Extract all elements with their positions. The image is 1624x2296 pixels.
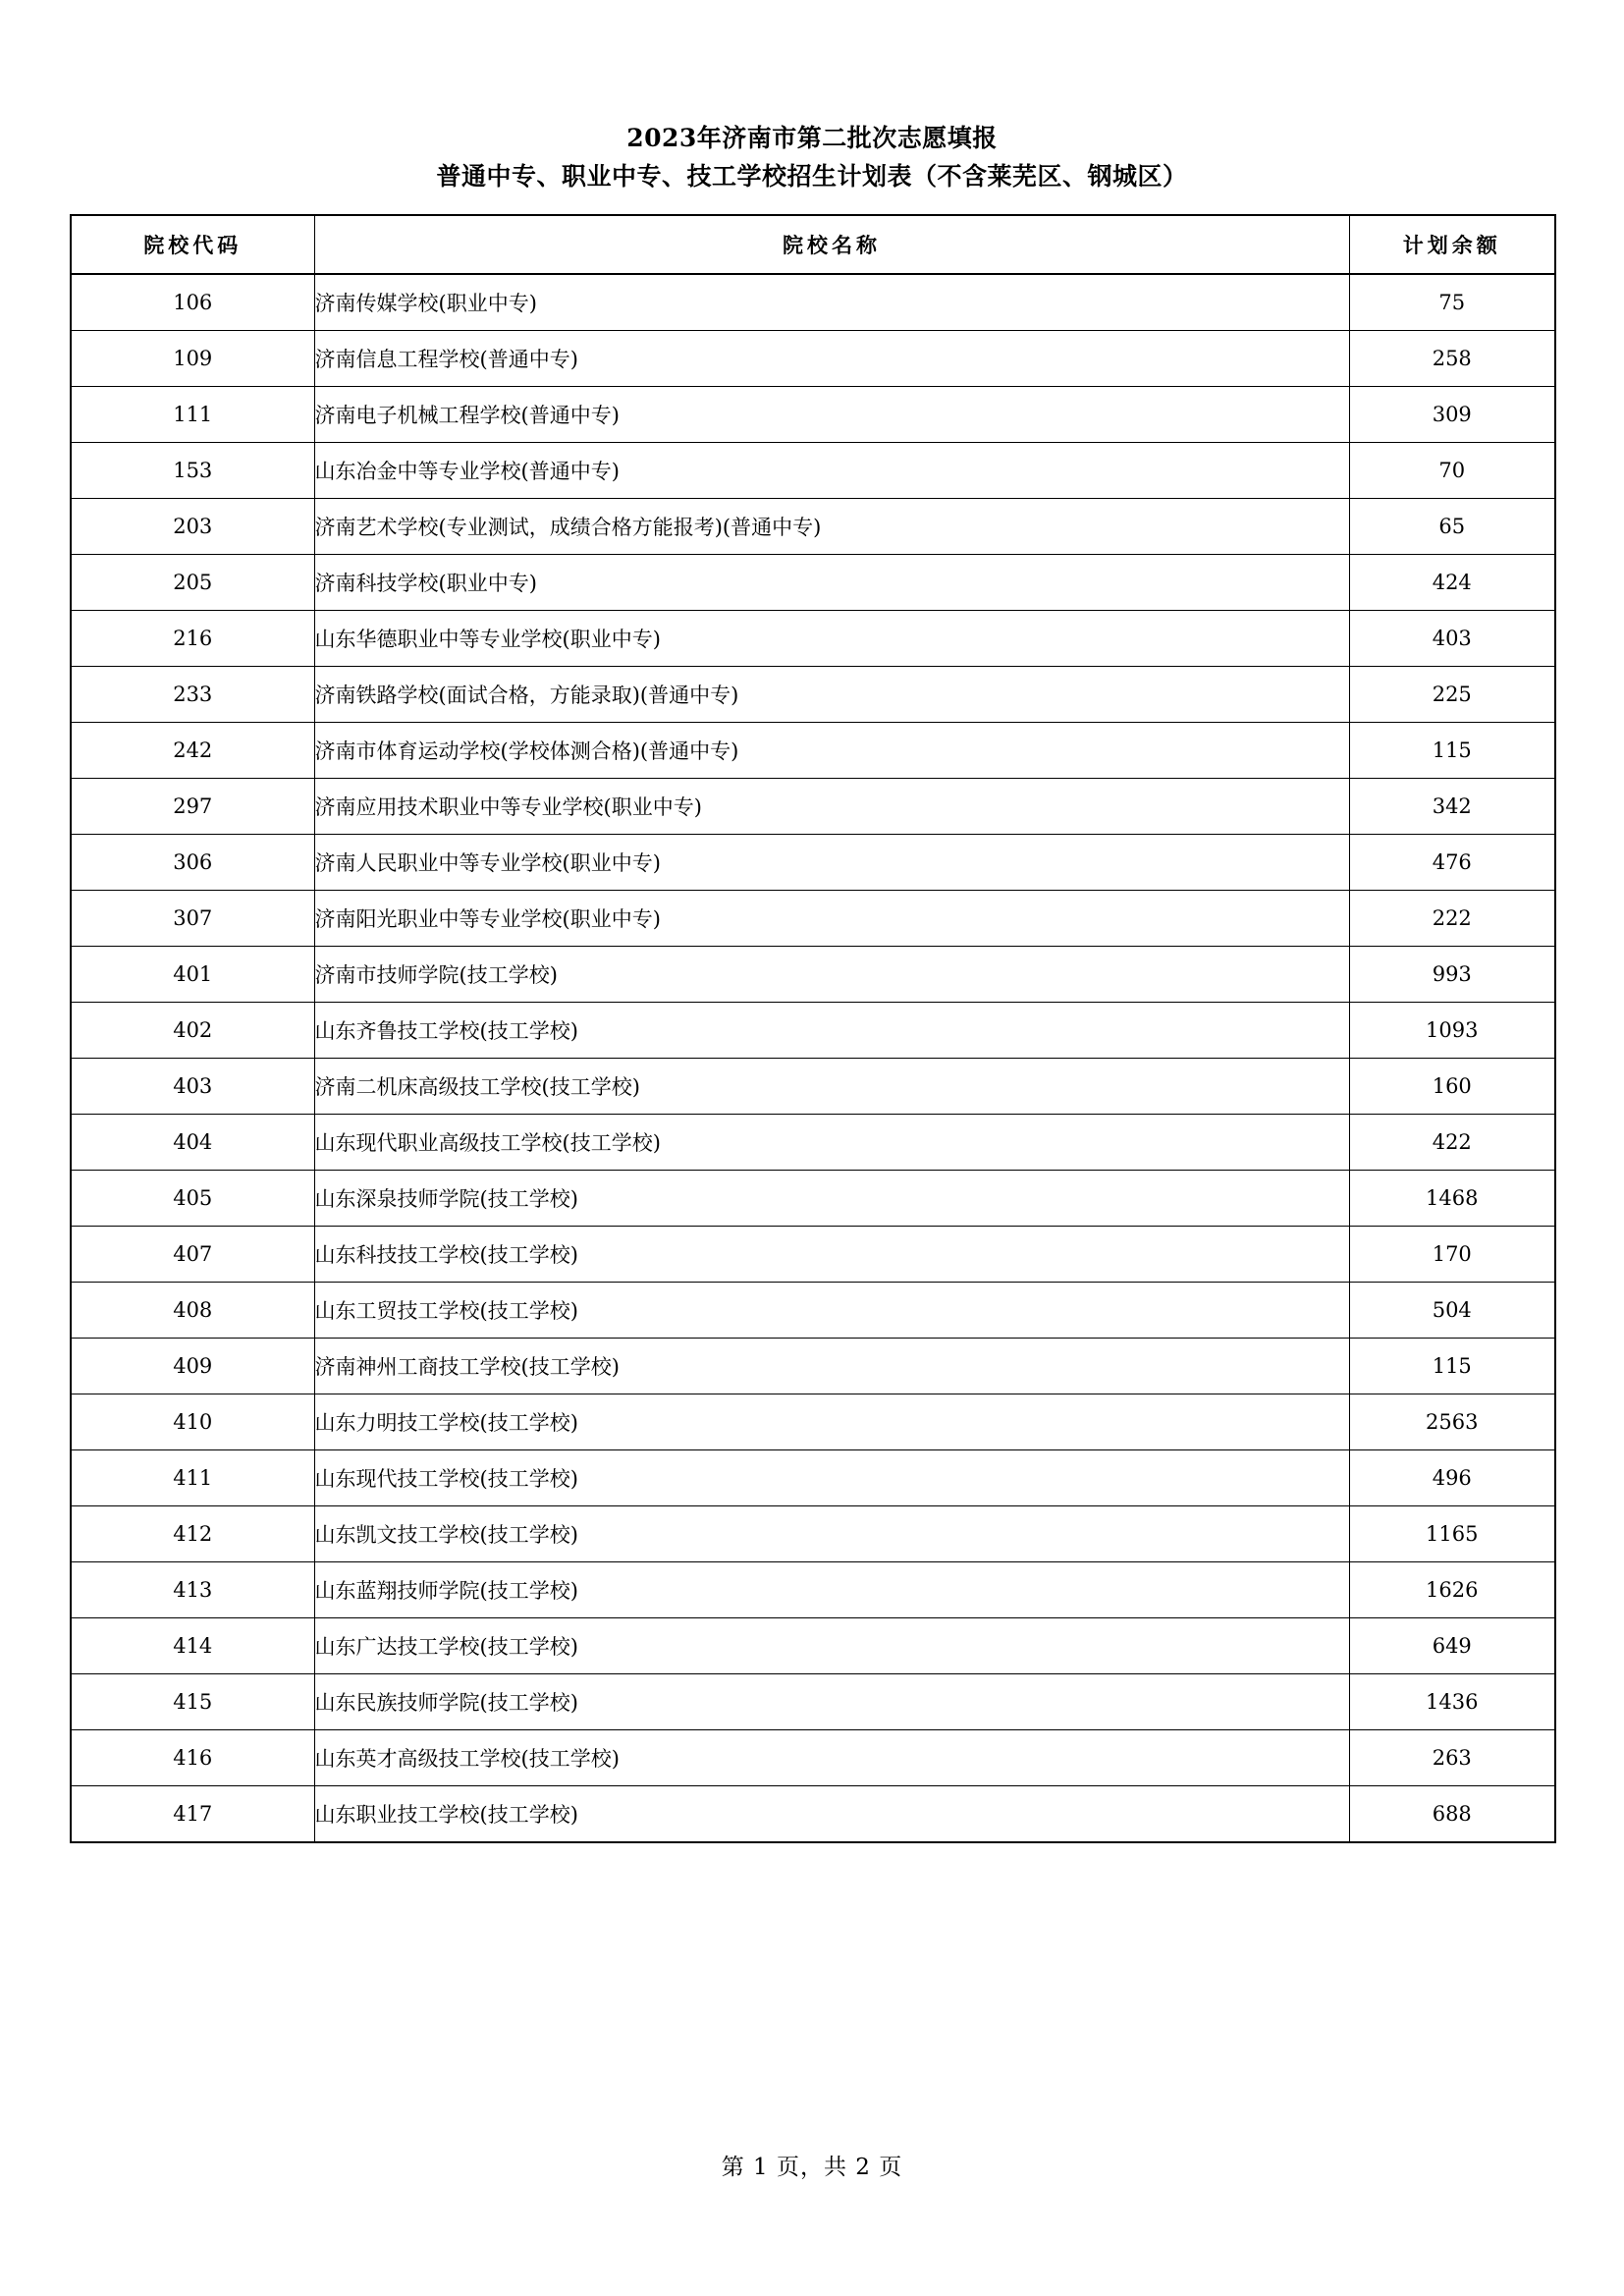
cell-school-name: 山东科技技工学校(技工学校) — [314, 1226, 1349, 1282]
cell-plan-balance: 70 — [1349, 442, 1555, 498]
table-row — [71, 1617, 1555, 1673]
cell-school-code: 401 — [71, 946, 314, 1002]
admission-plan-table — [70, 214, 1556, 1843]
cell-school-name: 山东蓝翔技师学院(技工学校) — [314, 1561, 1349, 1617]
cell-plan-balance: 1093 — [1349, 1002, 1555, 1058]
cell-plan-balance: 403 — [1349, 610, 1555, 666]
cell-school-code: 233 — [71, 666, 314, 722]
table-row — [71, 1729, 1555, 1785]
cell-school-code: 408 — [71, 1282, 314, 1338]
table-row — [71, 274, 1555, 331]
cell-school-name: 济南人民职业中等专业学校(职业中专) — [314, 834, 1349, 890]
cell-school-name: 济南传媒学校(职业中专) — [314, 274, 1349, 331]
cell-plan-balance: 342 — [1349, 778, 1555, 834]
cell-school-name: 山东力明技工学校(技工学校) — [314, 1394, 1349, 1449]
table-row — [71, 1449, 1555, 1505]
table-row — [71, 1338, 1555, 1394]
cell-plan-balance: 1436 — [1349, 1673, 1555, 1729]
table-row — [71, 946, 1555, 1002]
column-header-plan-balance: 计划余额 — [1349, 215, 1555, 274]
cell-plan-balance: 170 — [1349, 1226, 1555, 1282]
cell-plan-balance: 263 — [1349, 1729, 1555, 1785]
cell-school-name: 济南阳光职业中等专业学校(职业中专) — [314, 890, 1349, 946]
cell-plan-balance: 225 — [1349, 666, 1555, 722]
cell-school-code: 417 — [71, 1785, 314, 1842]
cell-school-code: 405 — [71, 1170, 314, 1226]
table-row — [71, 834, 1555, 890]
cell-school-name: 济南艺术学校(专业测试，成绩合格方能报考)(普通中专) — [314, 498, 1349, 554]
cell-school-code: 402 — [71, 1002, 314, 1058]
cell-school-code: 412 — [71, 1505, 314, 1561]
cell-school-code: 216 — [71, 610, 314, 666]
cell-school-code: 404 — [71, 1114, 314, 1170]
cell-school-code: 407 — [71, 1226, 314, 1282]
table-body — [71, 274, 1555, 1842]
cell-school-code: 410 — [71, 1394, 314, 1449]
table-row — [71, 554, 1555, 610]
cell-school-name: 济南应用技术职业中等专业学校(职业中专) — [314, 778, 1349, 834]
cell-school-name: 济南科技学校(职业中专) — [314, 554, 1349, 610]
table-row — [71, 1785, 1555, 1842]
cell-plan-balance: 496 — [1349, 1449, 1555, 1505]
cell-school-code: 297 — [71, 778, 314, 834]
cell-school-code: 111 — [71, 386, 314, 442]
cell-school-code: 153 — [71, 442, 314, 498]
cell-plan-balance: 160 — [1349, 1058, 1555, 1114]
table-row — [71, 1505, 1555, 1561]
cell-school-name: 济南市技师学院(技工学校) — [314, 946, 1349, 1002]
table-row — [71, 1282, 1555, 1338]
cell-plan-balance: 424 — [1349, 554, 1555, 610]
cell-plan-balance: 1468 — [1349, 1170, 1555, 1226]
cell-school-code: 203 — [71, 498, 314, 554]
cell-school-code: 403 — [71, 1058, 314, 1114]
table-row — [71, 778, 1555, 834]
cell-school-name: 济南市体育运动学校(学校体测合格)(普通中专) — [314, 722, 1349, 778]
cell-school-name: 济南信息工程学校(普通中专) — [314, 330, 1349, 386]
cell-school-code: 242 — [71, 722, 314, 778]
cell-school-code: 109 — [71, 330, 314, 386]
cell-plan-balance: 688 — [1349, 1785, 1555, 1842]
cell-plan-balance: 309 — [1349, 386, 1555, 442]
table-row — [71, 1394, 1555, 1449]
table-row — [71, 1673, 1555, 1729]
table-header-row — [71, 215, 1555, 274]
cell-plan-balance: 75 — [1349, 274, 1555, 331]
table-row — [71, 890, 1555, 946]
table-row — [71, 386, 1555, 442]
table-row — [71, 330, 1555, 386]
table-row — [71, 498, 1555, 554]
cell-school-name: 济南电子机械工程学校(普通中专) — [314, 386, 1349, 442]
table-row — [71, 1058, 1555, 1114]
cell-school-name: 山东现代技工学校(技工学校) — [314, 1449, 1349, 1505]
cell-school-name: 山东工贸技工学校(技工学校) — [314, 1282, 1349, 1338]
cell-plan-balance: 222 — [1349, 890, 1555, 946]
cell-school-code: 307 — [71, 890, 314, 946]
table-row — [71, 666, 1555, 722]
cell-plan-balance: 476 — [1349, 834, 1555, 890]
table-row — [71, 1170, 1555, 1226]
table-row — [71, 1226, 1555, 1282]
cell-school-name: 济南神州工商技工学校(技工学校) — [314, 1338, 1349, 1394]
page-subtitle: 普通中专、职业中专、技工学校招生计划表（不含莱芜区、钢城区） — [436, 162, 1188, 191]
table-row — [71, 1561, 1555, 1617]
cell-school-name: 山东广达技工学校(技工学校) — [314, 1617, 1349, 1673]
cell-plan-balance: 422 — [1349, 1114, 1555, 1170]
table-row — [71, 1002, 1555, 1058]
cell-school-code: 414 — [71, 1617, 314, 1673]
cell-plan-balance: 993 — [1349, 946, 1555, 1002]
page-title: 2023年济南市第二批次志愿填报 — [626, 124, 998, 152]
table-row — [71, 722, 1555, 778]
cell-school-code: 416 — [71, 1729, 314, 1785]
table-header — [71, 215, 1555, 274]
table-row — [71, 1114, 1555, 1170]
document-header — [0, 0, 1624, 192]
cell-school-name: 山东英才高级技工学校(技工学校) — [314, 1729, 1349, 1785]
cell-school-name: 济南二机床高级技工学校(技工学校) — [314, 1058, 1349, 1114]
cell-plan-balance: 1626 — [1349, 1561, 1555, 1617]
cell-school-name: 山东齐鲁技工学校(技工学校) — [314, 1002, 1349, 1058]
cell-school-name: 山东职业技工学校(技工学校) — [314, 1785, 1349, 1842]
cell-plan-balance: 115 — [1349, 1338, 1555, 1394]
column-header-school-code: 院校代码 — [71, 215, 314, 274]
cell-plan-balance: 649 — [1349, 1617, 1555, 1673]
cell-plan-balance: 504 — [1349, 1282, 1555, 1338]
table-row — [71, 442, 1555, 498]
cell-school-code: 413 — [71, 1561, 314, 1617]
table-row — [71, 610, 1555, 666]
cell-school-name: 山东深泉技师学院(技工学校) — [314, 1170, 1349, 1226]
cell-school-code: 409 — [71, 1338, 314, 1394]
cell-school-code: 306 — [71, 834, 314, 890]
cell-school-code: 415 — [71, 1673, 314, 1729]
cell-plan-balance: 1165 — [1349, 1505, 1555, 1561]
cell-school-name: 山东民族技师学院(技工学校) — [314, 1673, 1349, 1729]
cell-school-code: 106 — [71, 274, 314, 331]
cell-plan-balance: 115 — [1349, 722, 1555, 778]
cell-school-name: 山东冶金中等专业学校(普通中专) — [314, 442, 1349, 498]
plan-table-container — [70, 214, 1554, 1843]
cell-school-name: 山东华德职业中等专业学校(职业中专) — [314, 610, 1349, 666]
column-header-school-name: 院校名称 — [314, 215, 1349, 274]
cell-school-code: 411 — [71, 1449, 314, 1505]
cell-school-code: 205 — [71, 554, 314, 610]
cell-school-name: 山东凯文技工学校(技工学校) — [314, 1505, 1349, 1561]
cell-school-name: 济南铁路学校(面试合格，方能录取)(普通中专) — [314, 666, 1349, 722]
cell-plan-balance: 258 — [1349, 330, 1555, 386]
cell-school-name: 山东现代职业高级技工学校(技工学校) — [314, 1114, 1349, 1170]
cell-plan-balance: 2563 — [1349, 1394, 1555, 1449]
cell-plan-balance: 65 — [1349, 498, 1555, 554]
page-footer: 第 1 页，共 2 页 — [721, 2155, 903, 2180]
